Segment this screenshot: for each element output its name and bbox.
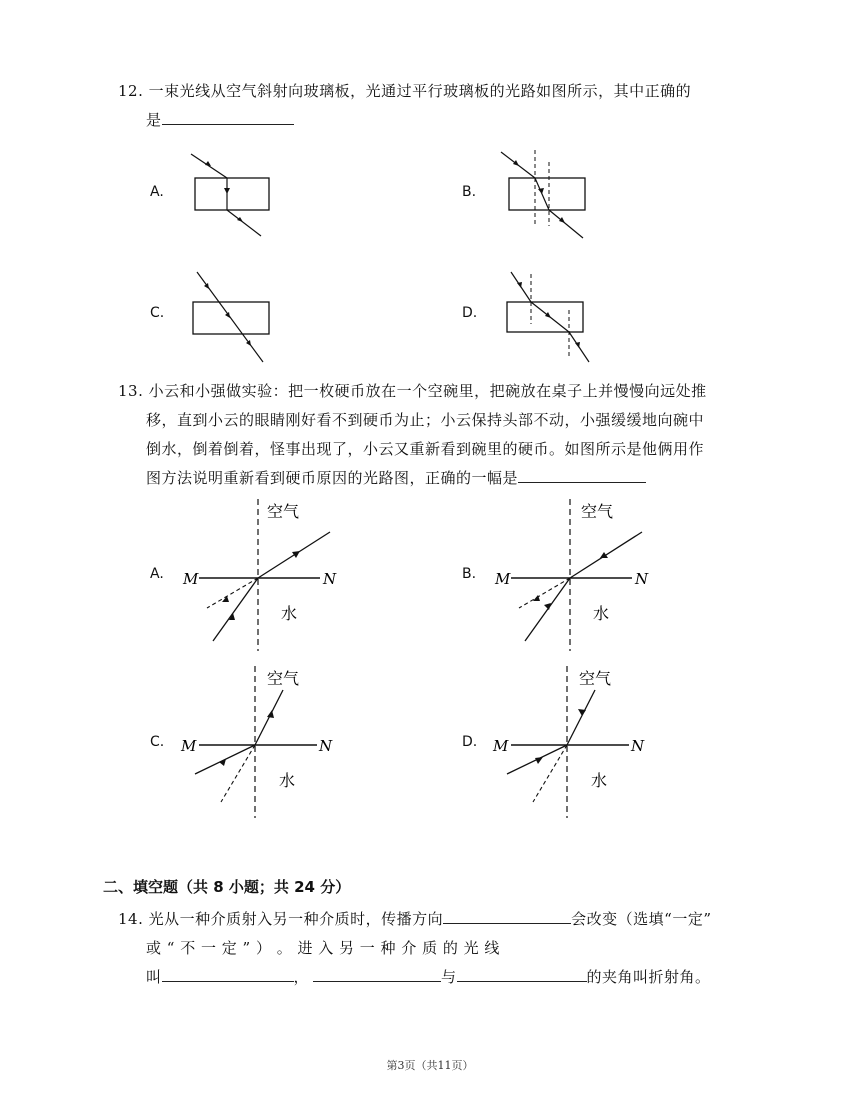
glass-slab-diagram-a (185, 148, 285, 243)
m-label: M (183, 570, 199, 588)
question-text-line4: 图方法说明重新看到硬币原因的光路图，正确的一幅是 (146, 469, 519, 487)
water-label: 水 (591, 771, 608, 790)
option-c-label: C. (150, 734, 165, 750)
page-footer: 第3页（共11页） (386, 1059, 474, 1072)
refraction-diagram-a (175, 495, 345, 653)
answer-blank[interactable] (162, 106, 294, 125)
question-text-segment: 叫 (146, 968, 162, 986)
question-number: 13. (118, 382, 144, 400)
answer-blank[interactable] (518, 464, 646, 483)
question-12-line2 (146, 105, 294, 135)
m-label: M (493, 737, 509, 755)
answer-blank[interactable] (443, 905, 571, 924)
m-label: M (181, 737, 197, 755)
air-label: 空气 (267, 502, 300, 521)
question-text-line2: 移，直到小云的眼睛刚好看不到硬币为止；小云保持头部不动，小强缓缓地向碗中 (146, 411, 705, 429)
question-13 (118, 376, 798, 406)
m-label: M (495, 570, 511, 588)
question-text-line1: 小云和小强做实验：把一枚硬币放在一个空碗里，把碗放在桌子上并慢慢向远处推 (148, 382, 707, 400)
air-label: 空气 (267, 669, 300, 688)
question-text-line2: 或 “ 不 一 定 ” ） 。 进 入 另 一 种 介 质 的 光 线 (146, 939, 500, 957)
question-text-segment: 与 (441, 968, 457, 986)
answer-blank[interactable] (457, 963, 587, 982)
question-14-line3 (146, 962, 711, 992)
option-c-label: C. (150, 305, 165, 321)
option-b-label: B. (462, 184, 477, 200)
n-label: N (319, 737, 333, 755)
question-text-segment: ， (293, 968, 310, 986)
question-text-segment: 会改变（选填“一定” (571, 910, 712, 928)
air-label: 空气 (579, 669, 612, 688)
glass-slab-diagram-d (497, 266, 607, 366)
option-d-label: D. (462, 734, 478, 750)
refraction-diagram-b (487, 495, 657, 653)
n-label: N (635, 570, 649, 588)
question-text-line3: 倒水，倒着倒着，怪事出现了，小云又重新看到碗里的硬币。如图所示是他俩用作 (146, 440, 705, 458)
water-label: 水 (281, 604, 298, 623)
option-b-label: B. (462, 566, 477, 582)
question-text-line1: 一束光线从空气斜射向玻璃板，光通过平行玻璃板的光路如图所示，其中正确的 (148, 82, 692, 100)
n-label: N (323, 570, 337, 588)
question-number: 12. (118, 82, 144, 100)
air-label: 空气 (581, 502, 614, 521)
question-text-segment: 的夹角叫折射角。 (586, 968, 711, 986)
water-label: 水 (279, 771, 296, 790)
refraction-diagram-d (487, 662, 657, 820)
n-label: N (631, 737, 645, 755)
answer-blank[interactable] (313, 963, 441, 982)
question-12 (118, 76, 778, 106)
question-13-line4 (146, 463, 646, 493)
option-d-label: D. (462, 305, 478, 321)
glass-slab-diagram-b (497, 146, 607, 246)
option-a-label: A. (150, 566, 164, 582)
section-heading: 二、填空题（共 8 小题；共 24 分） (103, 878, 351, 896)
water-label: 水 (593, 604, 610, 623)
question-text-line2: 是 (146, 111, 162, 129)
option-a-label: A. (150, 184, 164, 200)
question-14 (118, 904, 798, 934)
question-text-segment: 光从一种介质射入另一种介质时，传播方向 (148, 910, 444, 928)
answer-blank[interactable] (162, 963, 294, 982)
glass-slab-diagram-c (185, 268, 285, 364)
question-number: 14. (118, 910, 144, 928)
refraction-diagram-c (175, 662, 345, 820)
